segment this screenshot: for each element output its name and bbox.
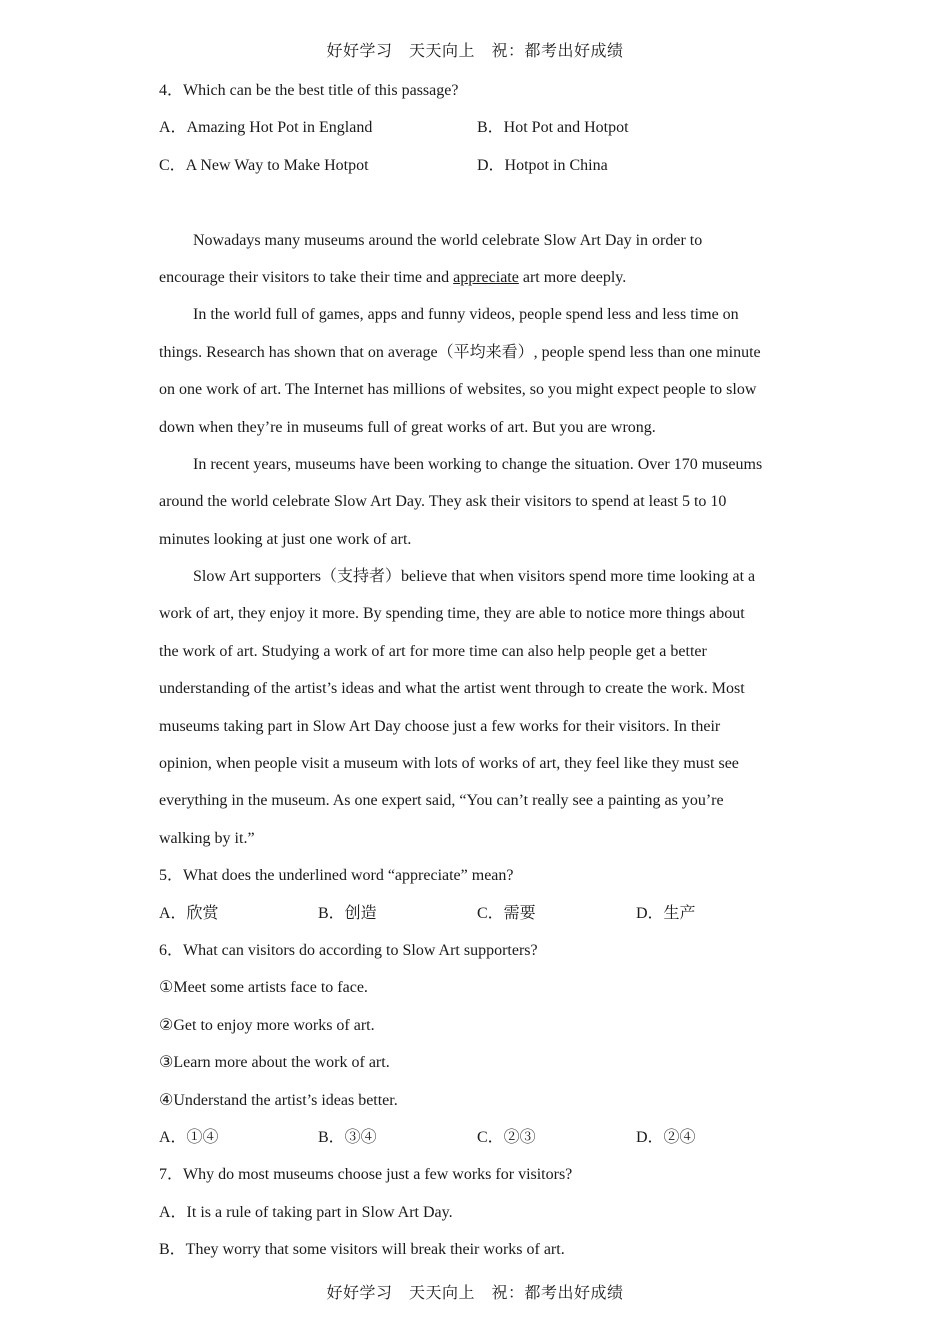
passage-line: work of art, they enjoy it more. By spending time, they are able to notice more things about — [159, 605, 745, 623]
q5-option-d: D．生产 — [636, 904, 696, 922]
q5-option-c: C．需要 — [477, 904, 536, 922]
q4-options-row-2 — [159, 147, 795, 184]
passage-line — [159, 259, 795, 296]
q5-option-a: A．欣赏 — [159, 904, 219, 922]
q6-statement-4: ④Understand the artist’s ideas better. — [159, 1091, 398, 1109]
passage-line: In the world full of games, apps and funny videos, people spend less and less time on — [193, 306, 739, 324]
q7-option-b: B．They worry that some visitors will break their works of art. — [159, 1241, 565, 1259]
q6-statement-2: ②Get to enjoy more works of art. — [159, 1016, 375, 1034]
passage-line: opinion, when people visit a museum with lots of works of art, they feel like they must see — [159, 755, 739, 773]
spacer — [159, 184, 795, 221]
q7-option-a: A．It is a rule of taking part in Slow Art Day. — [159, 1203, 453, 1221]
passage-line: everything in the museum. As one expert said, “You can’t really see a painting as you’re — [159, 792, 724, 810]
q6-options — [159, 1119, 795, 1156]
q6-statement-3: ③Learn more about the work of art. — [159, 1054, 390, 1072]
question-7: 7．Why do most museums choose just a few works for visitors? — [159, 1166, 573, 1184]
q4-option-a: A．Amazing Hot Pot in England — [159, 119, 373, 137]
question-6: 6．What can visitors do according to Slow Art supporters? — [159, 941, 538, 959]
q4-options-row-1 — [159, 109, 795, 146]
page-footer: 好好学习 天天向上 祝：都考出好成绩 — [326, 1283, 624, 1302]
passage-line: around the world celebrate Slow Art Day. They ask their visitors to spend at least 5 to 10 — [159, 493, 727, 511]
q6-option-c: C．②③ — [477, 1128, 536, 1146]
passage-line: walking by it.” — [159, 829, 255, 847]
question-5: 5．What does the underlined word “appreciate” mean? — [159, 867, 514, 885]
q6-statement-1: ①Meet some artists face to face. — [159, 979, 368, 997]
document-body — [159, 72, 795, 1269]
passage-line: things. Research has shown that on average（平均来看）, people spend less than one minute — [159, 343, 761, 361]
q5-option-b: B．创造 — [318, 904, 377, 922]
q4-option-d: D．Hotpot in China — [477, 156, 608, 174]
q6-option-d: D．②④ — [636, 1128, 696, 1146]
passage-line: understanding of the artist’s ideas and what the artist went through to create the work. Most — [159, 680, 745, 698]
passage-line: museums taking part in Slow Art Day choose just a few works for their visitors. In their — [159, 717, 721, 735]
passage-text: art more deeply. — [518, 268, 627, 286]
q4-option-b: B．Hot Pot and Hotpot — [477, 119, 629, 137]
q4-option-c: C．A New Way to Make Hotpot — [159, 156, 369, 174]
passage-line: In recent years, museums have been working to change the situation. Over 170 museums — [193, 455, 763, 473]
q5-options — [159, 895, 795, 932]
page-header: 好好学习 天天向上 祝：都考出好成绩 — [326, 41, 624, 60]
passage-line: minutes looking at just one work of art. — [159, 530, 412, 548]
passage-line: on one work of art. The Internet has millions of websites, so you might expect people to slow — [159, 381, 757, 399]
q6-option-a: A．①④ — [159, 1128, 219, 1146]
question-4: 4．Which can be the best title of this passage? — [159, 82, 459, 99]
passage-text: encourage their visitors to take their time and — [159, 268, 454, 286]
passage-line: the work of art. Studying a work of art for more time can also help people get a better — [159, 642, 707, 660]
passage-line: Nowadays many museums around the world celebrate Slow Art Day in order to — [193, 231, 703, 249]
passage-line: Slow Art supporters（支持者）believe that when visitors spend more time looking at a — [193, 568, 756, 586]
q6-option-b: B．③④ — [318, 1128, 377, 1146]
passage-line: down when they’re in museums full of great works of art. But you are wrong. — [159, 418, 656, 436]
underlined-word: appreciate — [453, 268, 519, 286]
